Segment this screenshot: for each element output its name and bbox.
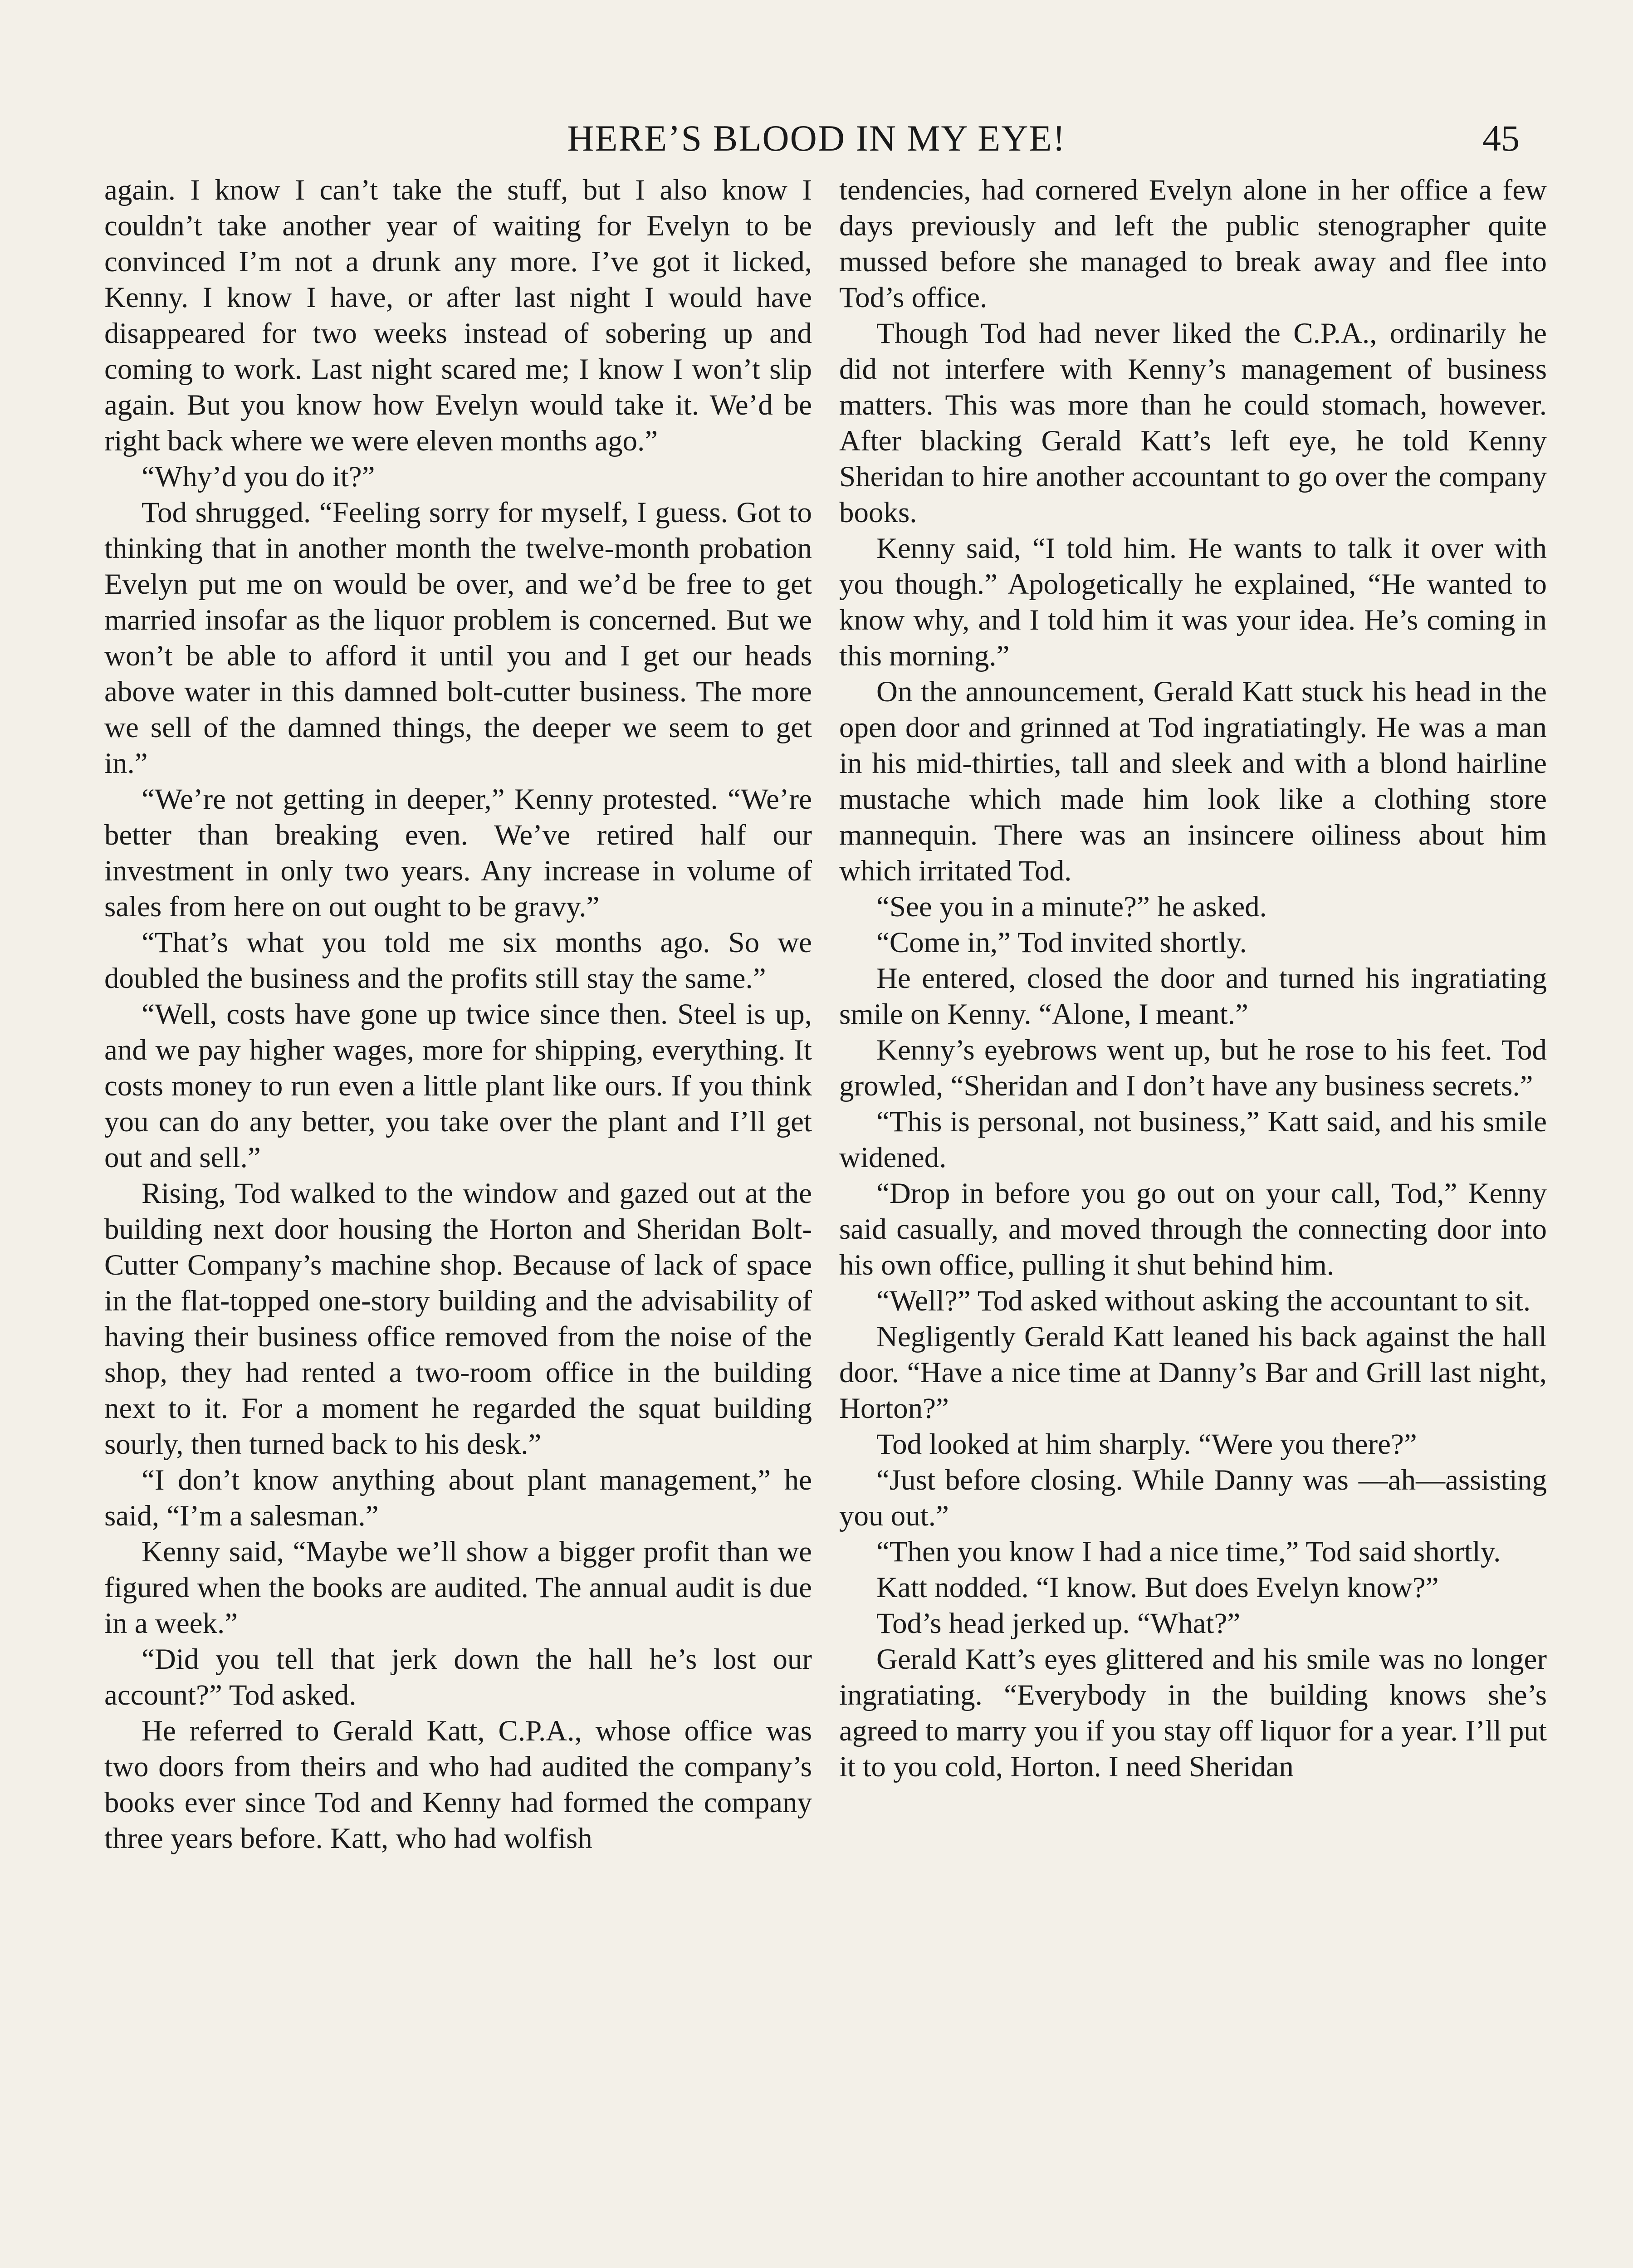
paragraph: “Why’d you do it?” [142,460,375,493]
paragraph: Tod’s head jerked up. “What?” [876,1607,1241,1640]
paragraph: Kenny said, “Maybe we’ll show a bigger profit than we figured when the books are audited. The annual audit is due in a week.” [104,1535,812,1640]
paragraph: He referred to Gerald Katt, C.P.A., whose office was two doors from theirs and who had audited the company’s books ever since Tod and Kenny had formed the company three years before. Katt, who had wolfish [104,1715,812,1855]
paragraph: “We’re not getting in deeper,” Kenny protested. “We’re better than breaking even. We’ve retired half our investment in only two years. Any increase in volume of sales from here on out ought to be gravy.” [104,783,812,923]
left-column [104,172,812,1857]
page-number: 45 [1482,117,1520,159]
paragraph: “Just before closing. While Danny was —ah—assisting you out.” [839,1464,1547,1532]
paragraph: Gerald Katt’s eyes glittered and his smile was no longer ingratiating. “Everybody in the building knows she’s agreed to marry you if you stay off liquor for a year. I’ll put it to you cold, Horton. I need Sheridan [839,1643,1547,1783]
paragraph: “Come in,” Tod invited shortly. [876,926,1247,959]
paragraph: “Did you tell that jerk down the hall he’s lost our account?” Tod asked. [104,1643,812,1711]
paragraph: “Well, costs have gone up twice since then. Steel is up, and we pay higher wages, more for shipping, everything. It costs money to run even a little plant like ours. If you think you can do any better, you take over the plant and I’ll get out and sell.” [104,998,812,1174]
paragraph: Tod shrugged. “Feeling sorry for myself, I guess. Got to thinking that in another month the twelve-month probation Evelyn put me on would be over, and we’d be free to get married insofar as the liquor problem is concerned. But we won’t be able to afford it until you and I get our heads above water in this damned bolt-cutter business. The more we sell of the damned things, the deeper we seem to get in.” [104,496,812,780]
paragraph: “See you in a minute?” he asked. [876,890,1267,923]
paragraph: Kenny said, “I told him. He wants to talk it over with you though.” Apologetically he explained, “He wanted to know why, and I told him it was your idea. He’s coming in this morning.” [839,532,1547,672]
paragraph: again. I know I can’t take the stuff, but I also know I couldn’t take another year of waiting for Evelyn to be convinced I’m not a drunk any more. I’ve got it licked, Kenny. I know I have, or after last night I would have disappeared for two weeks instead of sobering up and coming to work. Last night scared me; I know I won’t slip again. But you know how Evelyn would take it. We’d be right back where we were eleven months ago.” [104,174,812,457]
paragraph: “That’s what you told me six months ago. So we doubled the business and the profits still stay the same.” [104,926,812,995]
page-header [104,116,1529,161]
paragraph: “Drop in before you go out on your call, Tod,” Kenny said casually, and moved through the connecting door into his own office, pulling it shut behind him. [839,1177,1547,1281]
paragraph: Though Tod had never liked the C.P.A., ordinarily he did not interfere with Kenny’s management of business matters. This was more than he could stomach, however. After blacking Gerald Katt’s left eye, he told Kenny Sheridan to hire another accountant to go over the company books. [839,317,1547,529]
paragraph: On the announcement, Gerald Katt stuck his head in the open door and grinned at Tod ingratiatingly. He was a man in his mid-thirties, tall and sleek and with a blond hairline mustache which made him look like a clothing store mannequin. There was an insincere oiliness about him which irritated Tod. [839,675,1547,887]
paragraph: Katt nodded. “I know. But does Evelyn know?” [876,1571,1439,1604]
paragraph: “This is personal, not business,” Katt said, and his smile widened. [839,1105,1547,1174]
paragraph: tendencies, had cornered Evelyn alone in her office a few days previously and left the public stenographer quite mussed before she managed to break away and flee into Tod’s office. [839,174,1547,314]
paragraph: Tod looked at him sharply. “Were you there?” [876,1428,1417,1461]
paragraph: Kenny’s eyebrows went up, but he rose to his feet. Tod growled, “Sheridan and I don’t have any business secrets.” [839,1034,1547,1102]
paragraph: “Then you know I had a nice time,” Tod said shortly. [876,1535,1501,1568]
paragraph: “Well?” Tod asked without asking the accountant to sit. [876,1285,1531,1317]
paragraph: He entered, closed the door and turned his ingratiating smile on Kenny. “Alone, I meant.” [839,962,1547,1031]
right-column [839,172,1547,1785]
paragraph: Negligently Gerald Katt leaned his back against the hall door. “Have a nice time at Danny’s Bar and Grill last night, Horton?” [839,1320,1547,1425]
paragraph: Rising, Tod walked to the window and gazed out at the building next door housing the Horton and Sheridan Bolt-Cutter Company’s machine shop. Because of lack of space in the flat-topped one-story building and the advisability of having their business office removed from the noise of the shop, they had rented a two-room office in the building next to it. For a moment he regarded the squat building sourly, then turned back to his desk.” [104,1177,812,1461]
running-title: HERE’S BLOOD IN MY EYE! [567,117,1066,159]
paragraph: “I don’t know anything about plant management,” he said, “I’m a salesman.” [104,1464,812,1532]
